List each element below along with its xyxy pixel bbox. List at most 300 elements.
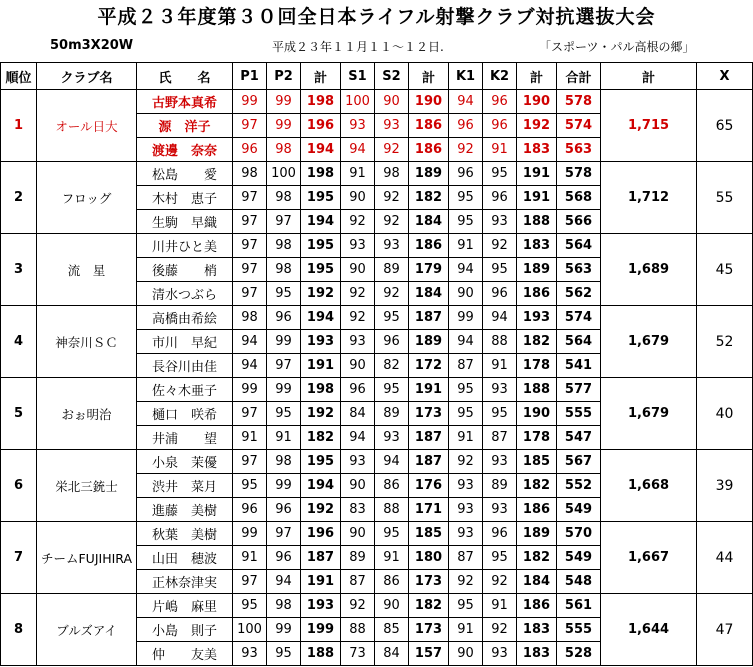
col-header-p-total: 計 bbox=[301, 63, 341, 90]
score-k2: 93 bbox=[483, 450, 517, 474]
score-k1: 94 bbox=[449, 90, 483, 114]
score-k-total: 186 bbox=[517, 594, 557, 618]
team-rank: 8 bbox=[1, 594, 37, 666]
score-p-total: 198 bbox=[301, 378, 341, 402]
table-body bbox=[1, 90, 753, 666]
score-s1: 92 bbox=[341, 306, 375, 330]
shooter-name: 仲 友美 bbox=[137, 642, 233, 666]
score-sum: 552 bbox=[557, 474, 601, 498]
score-k-total: 189 bbox=[517, 258, 557, 282]
score-k1: 92 bbox=[449, 138, 483, 162]
score-sum: 566 bbox=[557, 210, 601, 234]
score-p1: 99 bbox=[233, 522, 267, 546]
score-s2: 88 bbox=[375, 498, 409, 522]
score-k-total: 186 bbox=[517, 498, 557, 522]
score-s2: 89 bbox=[375, 258, 409, 282]
score-s1: 90 bbox=[341, 474, 375, 498]
score-p2: 95 bbox=[267, 282, 301, 306]
event-date: 平成２３年１１月１１～１２日. bbox=[272, 40, 444, 54]
score-k1: 95 bbox=[449, 378, 483, 402]
score-s-total: 189 bbox=[409, 330, 449, 354]
score-k1: 92 bbox=[449, 450, 483, 474]
score-p-total: 193 bbox=[301, 330, 341, 354]
team-x-count: 55 bbox=[697, 162, 753, 234]
score-s2: 86 bbox=[375, 570, 409, 594]
score-sum: 555 bbox=[557, 618, 601, 642]
event-label: 50m3X20W bbox=[50, 38, 134, 53]
shooter-name: 高橋由希絵 bbox=[137, 306, 233, 330]
score-p1: 97 bbox=[233, 282, 267, 306]
score-k-total: 182 bbox=[517, 474, 557, 498]
score-k1: 93 bbox=[449, 498, 483, 522]
score-p-total: 195 bbox=[301, 234, 341, 258]
score-k1: 91 bbox=[449, 426, 483, 450]
shooter-name: 木村 恵子 bbox=[137, 186, 233, 210]
score-p2: 97 bbox=[267, 354, 301, 378]
score-k-total: 178 bbox=[517, 426, 557, 450]
team-club-name: おぉ明治 bbox=[37, 378, 137, 450]
score-k2: 88 bbox=[483, 330, 517, 354]
score-sum: 578 bbox=[557, 90, 601, 114]
score-s2: 96 bbox=[375, 330, 409, 354]
score-s-total: 182 bbox=[409, 594, 449, 618]
score-s2: 86 bbox=[375, 474, 409, 498]
score-sum: 564 bbox=[557, 234, 601, 258]
score-k-total: 192 bbox=[517, 114, 557, 138]
score-s1: 94 bbox=[341, 138, 375, 162]
score-p2: 98 bbox=[267, 258, 301, 282]
score-p-total: 196 bbox=[301, 114, 341, 138]
score-k2: 95 bbox=[483, 402, 517, 426]
shooter-name: 佐々木亜子 bbox=[137, 378, 233, 402]
score-k2: 93 bbox=[483, 498, 517, 522]
score-s2: 93 bbox=[375, 426, 409, 450]
score-s2: 98 bbox=[375, 162, 409, 186]
score-sum: 574 bbox=[557, 114, 601, 138]
score-s2: 95 bbox=[375, 378, 409, 402]
score-k-total: 183 bbox=[517, 234, 557, 258]
team-x-count: 52 bbox=[697, 306, 753, 378]
shooter-name: 渡邊 奈奈 bbox=[137, 138, 233, 162]
score-s1: 94 bbox=[341, 426, 375, 450]
score-sum: 570 bbox=[557, 522, 601, 546]
event-venue: 「スポーツ・パル高根の郷」 bbox=[539, 40, 695, 54]
team-rank: 4 bbox=[1, 306, 37, 378]
shooter-name: 古野本真希 bbox=[137, 90, 233, 114]
score-s2: 93 bbox=[375, 234, 409, 258]
table-row bbox=[1, 162, 753, 186]
col-header-x: X bbox=[697, 63, 753, 90]
score-k1: 94 bbox=[449, 258, 483, 282]
score-k2: 96 bbox=[483, 186, 517, 210]
col-header-k-total: 計 bbox=[517, 63, 557, 90]
score-s2: 94 bbox=[375, 450, 409, 474]
score-k1: 99 bbox=[449, 306, 483, 330]
team-rank: 3 bbox=[1, 234, 37, 306]
table-row bbox=[1, 450, 753, 474]
shooter-name: 秋葉 美樹 bbox=[137, 522, 233, 546]
score-s-total: 180 bbox=[409, 546, 449, 570]
score-s1: 90 bbox=[341, 354, 375, 378]
results-table bbox=[0, 62, 753, 666]
score-p-total: 194 bbox=[301, 210, 341, 234]
score-s-total: 187 bbox=[409, 306, 449, 330]
team-total: 1,679 bbox=[601, 378, 697, 450]
score-p2: 98 bbox=[267, 594, 301, 618]
score-s2: 89 bbox=[375, 402, 409, 426]
score-s-total: 185 bbox=[409, 522, 449, 546]
shooter-name: 後藤 梢 bbox=[137, 258, 233, 282]
score-p2: 91 bbox=[267, 426, 301, 450]
score-sum: 567 bbox=[557, 450, 601, 474]
team-club-name: フロッグ bbox=[37, 162, 137, 234]
score-p1: 100 bbox=[233, 618, 267, 642]
score-k2: 96 bbox=[483, 114, 517, 138]
score-k2: 91 bbox=[483, 594, 517, 618]
score-p1: 91 bbox=[233, 546, 267, 570]
score-k1: 91 bbox=[449, 618, 483, 642]
score-p-total: 192 bbox=[301, 282, 341, 306]
score-k-total: 178 bbox=[517, 354, 557, 378]
shooter-name: 長谷川由佳 bbox=[137, 354, 233, 378]
score-sum: 528 bbox=[557, 642, 601, 666]
shooter-name: 正林奈津実 bbox=[137, 570, 233, 594]
score-s-total: 186 bbox=[409, 234, 449, 258]
score-k2: 93 bbox=[483, 210, 517, 234]
score-p1: 99 bbox=[233, 90, 267, 114]
score-k-total: 183 bbox=[517, 618, 557, 642]
score-s2: 92 bbox=[375, 138, 409, 162]
score-p2: 99 bbox=[267, 90, 301, 114]
table-row bbox=[1, 234, 753, 258]
shooter-name: 渋井 菜月 bbox=[137, 474, 233, 498]
score-p1: 98 bbox=[233, 162, 267, 186]
score-k1: 96 bbox=[449, 114, 483, 138]
score-s1: 92 bbox=[341, 282, 375, 306]
col-header-s-total: 計 bbox=[409, 63, 449, 90]
score-p1: 97 bbox=[233, 402, 267, 426]
score-p2: 99 bbox=[267, 618, 301, 642]
score-k2: 92 bbox=[483, 618, 517, 642]
score-p2: 100 bbox=[267, 162, 301, 186]
table-row bbox=[1, 378, 753, 402]
col-header-k1: K1 bbox=[449, 63, 483, 90]
score-k1: 96 bbox=[449, 162, 483, 186]
score-sum: 563 bbox=[557, 258, 601, 282]
score-k1: 90 bbox=[449, 282, 483, 306]
score-k1: 95 bbox=[449, 186, 483, 210]
score-s-total: 172 bbox=[409, 354, 449, 378]
score-sum: 549 bbox=[557, 546, 601, 570]
score-s-total: 187 bbox=[409, 450, 449, 474]
team-total: 1,668 bbox=[601, 450, 697, 522]
score-p2: 98 bbox=[267, 186, 301, 210]
score-s2: 92 bbox=[375, 186, 409, 210]
score-sum: 541 bbox=[557, 354, 601, 378]
team-x-count: 44 bbox=[697, 522, 753, 594]
shooter-name: 清水つぶら bbox=[137, 282, 233, 306]
score-p2: 95 bbox=[267, 642, 301, 666]
score-p-total: 188 bbox=[301, 642, 341, 666]
score-k-total: 188 bbox=[517, 210, 557, 234]
score-p-total: 196 bbox=[301, 522, 341, 546]
score-k1: 91 bbox=[449, 234, 483, 258]
score-p2: 95 bbox=[267, 402, 301, 426]
score-s1: 87 bbox=[341, 570, 375, 594]
team-rank: 1 bbox=[1, 90, 37, 162]
score-p-total: 195 bbox=[301, 186, 341, 210]
score-p1: 93 bbox=[233, 642, 267, 666]
col-header-rank: 順位 bbox=[1, 63, 37, 90]
team-total: 1,667 bbox=[601, 522, 697, 594]
score-sum: 549 bbox=[557, 498, 601, 522]
score-p-total: 198 bbox=[301, 162, 341, 186]
table-row bbox=[1, 522, 753, 546]
shooter-name: 川井ひと美 bbox=[137, 234, 233, 258]
score-s1: 90 bbox=[341, 186, 375, 210]
score-k2: 89 bbox=[483, 474, 517, 498]
score-k-total: 189 bbox=[517, 522, 557, 546]
score-s-total: 186 bbox=[409, 114, 449, 138]
score-s1: 93 bbox=[341, 114, 375, 138]
score-p2: 97 bbox=[267, 522, 301, 546]
score-s1: 89 bbox=[341, 546, 375, 570]
col-header-team-total: 計 bbox=[601, 63, 697, 90]
score-s-total: 157 bbox=[409, 642, 449, 666]
score-k-total: 190 bbox=[517, 402, 557, 426]
score-p1: 91 bbox=[233, 426, 267, 450]
score-s1: 73 bbox=[341, 642, 375, 666]
score-sum: 555 bbox=[557, 402, 601, 426]
score-s2: 92 bbox=[375, 210, 409, 234]
score-sum: 563 bbox=[557, 138, 601, 162]
score-k2: 92 bbox=[483, 570, 517, 594]
score-p-total: 198 bbox=[301, 90, 341, 114]
page-title: 平成２３年度第３０回全日本ライフル射撃クラブ対抗選抜大会 bbox=[97, 6, 656, 28]
score-sum: 548 bbox=[557, 570, 601, 594]
score-p1: 97 bbox=[233, 234, 267, 258]
shooter-name: 井浦 望 bbox=[137, 426, 233, 450]
score-s1: 93 bbox=[341, 234, 375, 258]
score-k2: 87 bbox=[483, 426, 517, 450]
score-p-total: 195 bbox=[301, 450, 341, 474]
score-p-total: 194 bbox=[301, 474, 341, 498]
shooter-name: 松島 愛 bbox=[137, 162, 233, 186]
score-sum: 577 bbox=[557, 378, 601, 402]
score-p2: 99 bbox=[267, 378, 301, 402]
score-p1: 97 bbox=[233, 114, 267, 138]
score-k-total: 182 bbox=[517, 330, 557, 354]
team-total: 1,712 bbox=[601, 162, 697, 234]
score-k1: 95 bbox=[449, 402, 483, 426]
score-k-total: 185 bbox=[517, 450, 557, 474]
score-s-total: 173 bbox=[409, 402, 449, 426]
shooter-name: 市川 早紀 bbox=[137, 330, 233, 354]
score-s2: 93 bbox=[375, 114, 409, 138]
score-p2: 99 bbox=[267, 114, 301, 138]
score-k2: 93 bbox=[483, 642, 517, 666]
score-p-total: 199 bbox=[301, 618, 341, 642]
col-header-club: クラブ名 bbox=[37, 63, 137, 90]
score-s1: 90 bbox=[341, 522, 375, 546]
score-s1: 88 bbox=[341, 618, 375, 642]
score-k-total: 188 bbox=[517, 378, 557, 402]
team-x-count: 65 bbox=[697, 90, 753, 162]
team-club-name: チームFUJIHIRA bbox=[37, 522, 137, 594]
score-k-total: 193 bbox=[517, 306, 557, 330]
shooter-name: 進藤 美樹 bbox=[137, 498, 233, 522]
score-sum: 564 bbox=[557, 330, 601, 354]
score-k-total: 190 bbox=[517, 90, 557, 114]
col-header-s1: S1 bbox=[341, 63, 375, 90]
score-s2: 90 bbox=[375, 90, 409, 114]
score-k2: 95 bbox=[483, 546, 517, 570]
score-k1: 95 bbox=[449, 210, 483, 234]
score-p1: 96 bbox=[233, 138, 267, 162]
shooter-name: 源 洋子 bbox=[137, 114, 233, 138]
team-x-count: 40 bbox=[697, 378, 753, 450]
score-s1: 96 bbox=[341, 378, 375, 402]
score-k-total: 182 bbox=[517, 546, 557, 570]
shooter-name: 樋口 咲希 bbox=[137, 402, 233, 426]
score-p2: 96 bbox=[267, 546, 301, 570]
score-p2: 96 bbox=[267, 498, 301, 522]
team-total: 1,679 bbox=[601, 306, 697, 378]
score-k-total: 186 bbox=[517, 282, 557, 306]
score-s-total: 189 bbox=[409, 162, 449, 186]
score-s1: 100 bbox=[341, 90, 375, 114]
score-p2: 98 bbox=[267, 450, 301, 474]
team-x-count: 39 bbox=[697, 450, 753, 522]
score-p-total: 191 bbox=[301, 570, 341, 594]
score-s1: 84 bbox=[341, 402, 375, 426]
col-header-k2: K2 bbox=[483, 63, 517, 90]
team-total: 1,715 bbox=[601, 90, 697, 162]
score-k2: 91 bbox=[483, 138, 517, 162]
score-p1: 97 bbox=[233, 186, 267, 210]
score-k1: 93 bbox=[449, 474, 483, 498]
table-row bbox=[1, 90, 753, 114]
score-p-total: 195 bbox=[301, 258, 341, 282]
score-p-total: 192 bbox=[301, 402, 341, 426]
score-k1: 95 bbox=[449, 594, 483, 618]
score-s-total: 186 bbox=[409, 138, 449, 162]
score-p-total: 191 bbox=[301, 354, 341, 378]
team-x-count: 45 bbox=[697, 234, 753, 306]
team-club-name: 神奈川ＳＣ bbox=[37, 306, 137, 378]
team-total: 1,644 bbox=[601, 594, 697, 666]
team-rank: 2 bbox=[1, 162, 37, 234]
score-s-total: 176 bbox=[409, 474, 449, 498]
score-p1: 95 bbox=[233, 594, 267, 618]
score-p1: 97 bbox=[233, 570, 267, 594]
score-s2: 84 bbox=[375, 642, 409, 666]
score-s1: 93 bbox=[341, 330, 375, 354]
score-p2: 98 bbox=[267, 138, 301, 162]
team-rank: 6 bbox=[1, 450, 37, 522]
score-p1: 97 bbox=[233, 258, 267, 282]
score-s-total: 187 bbox=[409, 426, 449, 450]
score-s2: 82 bbox=[375, 354, 409, 378]
score-k2: 94 bbox=[483, 306, 517, 330]
col-header-name: 氏 名 bbox=[137, 63, 233, 90]
score-p-total: 182 bbox=[301, 426, 341, 450]
score-s-total: 184 bbox=[409, 282, 449, 306]
score-p1: 96 bbox=[233, 498, 267, 522]
score-p1: 97 bbox=[233, 450, 267, 474]
score-s2: 95 bbox=[375, 522, 409, 546]
score-k2: 95 bbox=[483, 258, 517, 282]
score-p-total: 194 bbox=[301, 138, 341, 162]
score-k-total: 183 bbox=[517, 642, 557, 666]
shooter-name: 小泉 茉優 bbox=[137, 450, 233, 474]
score-sum: 562 bbox=[557, 282, 601, 306]
score-s2: 85 bbox=[375, 618, 409, 642]
score-s1: 90 bbox=[341, 258, 375, 282]
table-row bbox=[1, 594, 753, 618]
score-k-total: 191 bbox=[517, 186, 557, 210]
score-p2: 97 bbox=[267, 210, 301, 234]
score-p2: 99 bbox=[267, 474, 301, 498]
shooter-name: 山田 穂波 bbox=[137, 546, 233, 570]
col-header-p1: P1 bbox=[233, 63, 267, 90]
score-p2: 94 bbox=[267, 570, 301, 594]
score-s1: 92 bbox=[341, 594, 375, 618]
score-s1: 92 bbox=[341, 210, 375, 234]
score-sum: 561 bbox=[557, 594, 601, 618]
table-row bbox=[1, 306, 753, 330]
score-s2: 91 bbox=[375, 546, 409, 570]
score-p1: 99 bbox=[233, 378, 267, 402]
score-p1: 94 bbox=[233, 330, 267, 354]
score-s1: 93 bbox=[341, 450, 375, 474]
team-total: 1,689 bbox=[601, 234, 697, 306]
score-p1: 98 bbox=[233, 306, 267, 330]
team-rank: 7 bbox=[1, 522, 37, 594]
score-s2: 90 bbox=[375, 594, 409, 618]
score-s-total: 184 bbox=[409, 210, 449, 234]
score-k-total: 184 bbox=[517, 570, 557, 594]
score-s-total: 171 bbox=[409, 498, 449, 522]
score-k2: 96 bbox=[483, 90, 517, 114]
score-s-total: 173 bbox=[409, 618, 449, 642]
score-s2: 92 bbox=[375, 282, 409, 306]
shooter-name: 小島 則子 bbox=[137, 618, 233, 642]
score-p-total: 193 bbox=[301, 594, 341, 618]
score-k2: 96 bbox=[483, 282, 517, 306]
shooter-name: 片嶋 麻里 bbox=[137, 594, 233, 618]
shooter-name: 生駒 早織 bbox=[137, 210, 233, 234]
score-k1: 87 bbox=[449, 354, 483, 378]
score-k1: 94 bbox=[449, 330, 483, 354]
team-club-name: オール日大 bbox=[37, 90, 137, 162]
score-k1: 93 bbox=[449, 522, 483, 546]
score-s-total: 179 bbox=[409, 258, 449, 282]
score-sum: 574 bbox=[557, 306, 601, 330]
score-k2: 95 bbox=[483, 162, 517, 186]
score-k1: 90 bbox=[449, 642, 483, 666]
score-sum: 547 bbox=[557, 426, 601, 450]
score-p2: 98 bbox=[267, 234, 301, 258]
score-s2: 95 bbox=[375, 306, 409, 330]
col-header-sum: 合計 bbox=[557, 63, 601, 90]
col-header-s2: S2 bbox=[375, 63, 409, 90]
col-header-p2: P2 bbox=[267, 63, 301, 90]
score-s-total: 173 bbox=[409, 570, 449, 594]
score-k2: 96 bbox=[483, 522, 517, 546]
score-s-total: 191 bbox=[409, 378, 449, 402]
score-s1: 83 bbox=[341, 498, 375, 522]
